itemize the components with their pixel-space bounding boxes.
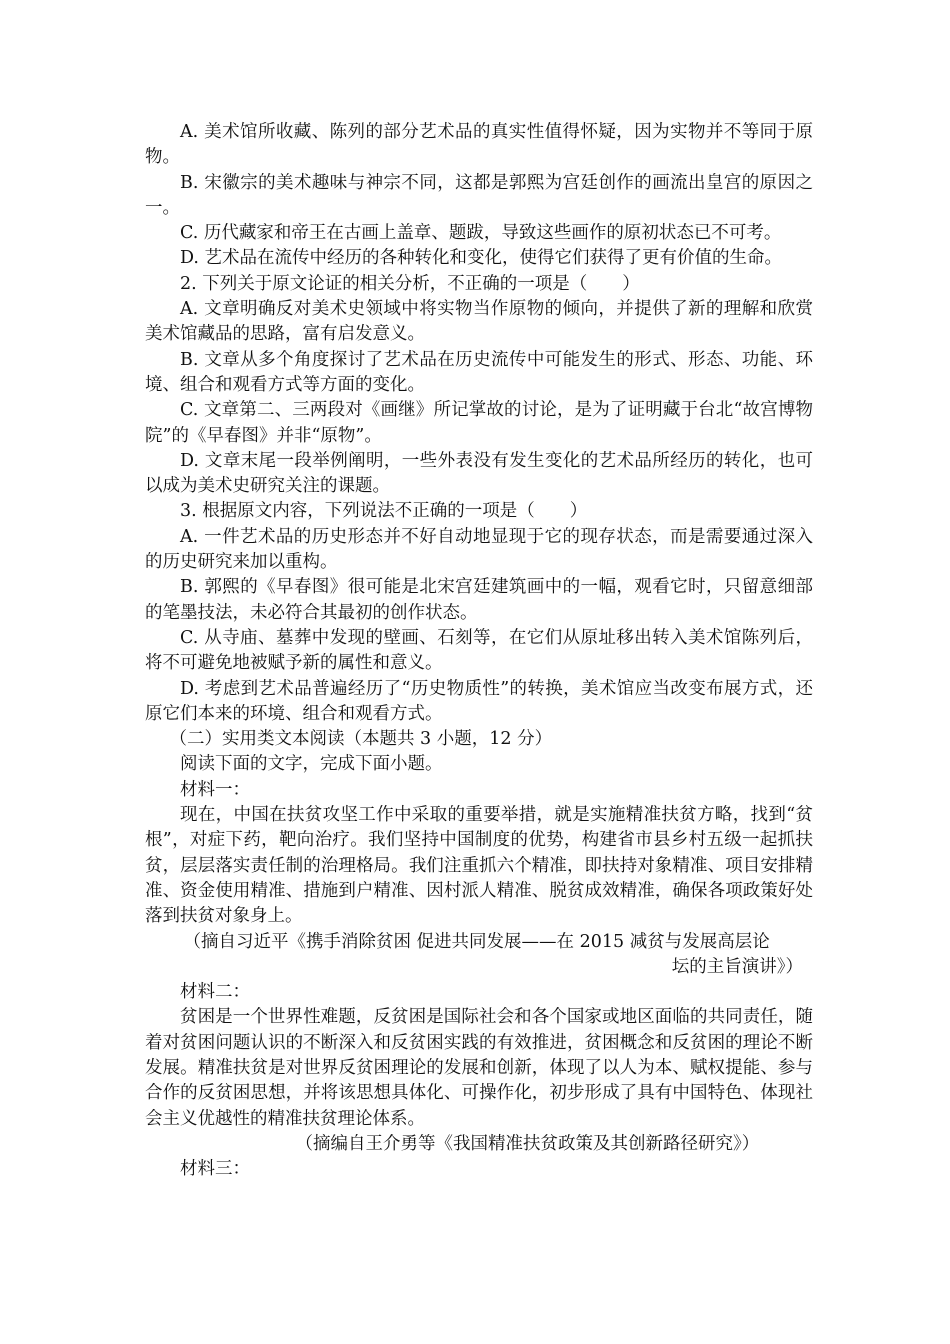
q1-option-d: D. 艺术品在流传中经历的各种转化和变化，使得它们获得了更有价值的生命。: [180, 248, 783, 269]
q2-option-a: A. 文章明确反对美术史领域中将实物当作原物的倾向，并提供了新的理解和欣赏美术馆藏品的思路，富有启发意义。: [145, 299, 813, 345]
q3-option-a: A. 一件艺术品的历史形态并不好自动地显现于它的现存状态，而是需要通过深入的历史研究来加以重构。: [145, 526, 813, 573]
material1-citation: （摘自习近平《携手消除贫困 促进共同发展——在 2015 减贫与发展高层论: [183, 931, 770, 952]
q1-option-a: A. 美术馆所收藏、陈列的部分艺术品的真实性值得怀疑，因为实物并不等同于原物。: [145, 122, 813, 168]
material1-label: 材料一：: [180, 779, 250, 800]
q1-option-c: C. 历代藏家和帝王在古画上盖章、题跋，导致这些画作的原初状态已不可考。: [180, 223, 782, 244]
q3-option-d: D. 考虑到艺术品普遍经历了“历史物质性”的转换，美术馆应当改变布展方式，还原它们本来的环境、组合和观看方式。: [145, 678, 813, 724]
q1-option-b: B. 宋徽宗的美术趣味与神宗不同，这都是郭熙为宫廷创作的画流出皇宫的原因之一。: [145, 172, 813, 218]
q3-option-b: B. 郭熙的《早春图》很可能是北宋宫廷建筑画中的一幅，观看它时，只留意细部的笔墨技法，未必符合其最初的创作状态。: [145, 577, 813, 623]
q3-option-c: C. 从寺庙、墓葬中发现的壁画、石刻等，在它们从原址移出转入美术馆陈列后，将不可避免地被赋予新的属性和意义。: [145, 627, 813, 674]
material1-text: 现在，中国在扶贫攻坚工作中采取的重要举措，就是实施精准扶贫方略，找到“贫根”，对症下药，靶向治疗。我们坚持中国制度的优势，构建省市县乡村五级一起抓扶贫，层层落实责任制的治理格局。我们注重抓六个精准，即扶持对象精准、项目安排精准、资金使用精准、措施到户精准、因村派人精准、脱贫成效精准，确保各项政策好处落到扶贫对象身上。: [145, 805, 813, 927]
material2-label: 材料二：: [180, 982, 250, 1003]
material2-citation: （摘编自王介勇等《我国精准扶贫政策及其创新路径研究》）: [295, 1133, 760, 1154]
q2-option-c: C. 文章第二、三两段对《画继》所记掌故的讨论，是为了证明藏于台北“故宫博物院”的《早春图》并非“原物”。: [145, 400, 813, 446]
q2-stem: 2. 下列关于原文论证的相关分析，不正确的一项是（ ）: [180, 273, 640, 294]
material2-text: 贫困是一个世界性难题，反贫困是国际社会和各个国家或地区面临的共同责任，随着对贫困问题认识的不断深入和反贫困实践的有效推进，贫困概念和反贫困的理论不断发展。精准扶贫是对世界反贫困理论的发展和创新，体现了以人为本、赋权提能、参与合作的反贫困思想，并将该思想具体化、可操作化，初步形成了具有中国特色、体现社会主义优越性的精准扶贫理论体系。: [145, 1007, 813, 1129]
document-body: [145, 120, 813, 1182]
material1-citation-cont: 坛的主旨演讲》）: [671, 956, 803, 977]
q3-stem: 3. 根据原文内容，下列说法不正确的一项是（ ）: [180, 501, 588, 522]
material3-label: 材料三：: [180, 1159, 250, 1180]
section-heading: （二）实用类文本阅读（本题共 3 小题，12 分）: [169, 729, 553, 750]
q2-option-b: B. 文章从多个角度探讨了艺术品在历史流传中可能发生的形式、形态、功能、环境、组合和观看方式等方面的变化。: [145, 349, 813, 395]
section-instruction: 阅读下面的文字，完成下面小题。: [180, 754, 443, 775]
q2-option-d: D. 文章末尾一段举例阐明，一些外表没有发生变化的艺术品所经历的转化，也可以成为美术史研究关注的课题。: [145, 450, 813, 497]
